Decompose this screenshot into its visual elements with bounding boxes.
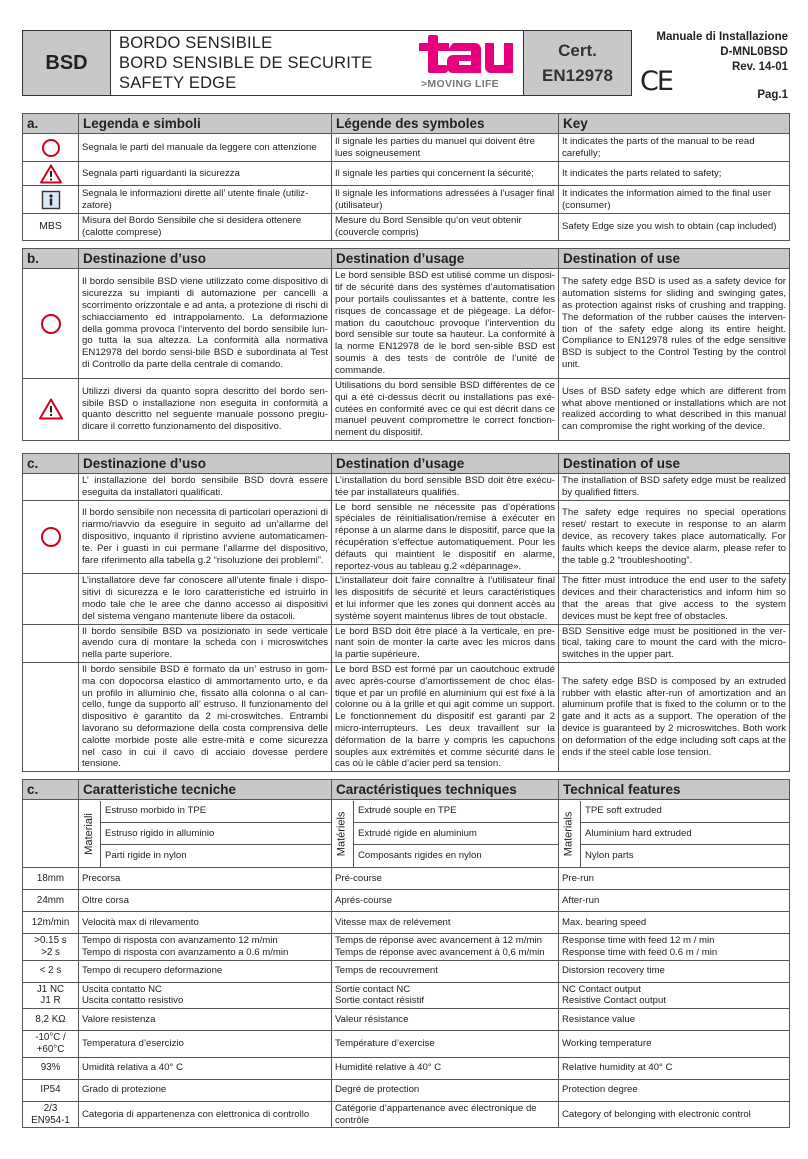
spec-desc-fr: Vitesse max de relévement [332,912,559,934]
title-en: SAFETY EDGE [119,74,237,92]
intended-use-header: b. Destinazione d’uso Destination d’usage Destination of use [23,249,790,269]
tech-rows [23,868,790,1128]
table-row [23,890,790,912]
spec-desc-fr: Température d’exercise [332,1031,559,1058]
spec-desc-en: Pre-run [559,868,790,890]
table-row: Segnala le parti del manuale da leggere con attenzione Il signale les parties du manuel qui doivent être lues soigneusement It indicates the parts of the manual to be read carefully; [23,134,790,162]
title-fr: BORD SENSIBLE DE SECURITE [119,54,373,72]
spec-desc-it: Precorsa [79,868,332,890]
spec-desc-fr: Pré-course [332,868,559,890]
circle-icon [23,500,79,574]
section-letter: a. [23,114,79,134]
col-fr: Légende des symboles [332,114,559,134]
warning-icon [23,379,79,441]
product-code: BSD [23,31,111,95]
revision: Rev. 14-01 [731,61,788,73]
col-en: Key [559,114,790,134]
spec-value: 18mm [23,868,79,890]
spec-desc-it: Umidità relativa a 40° C [79,1057,332,1079]
installation-table [22,453,790,772]
info-icon [23,186,79,214]
materials-row [23,800,790,868]
materials-fr: Matériels Extrudé souple en TPE Extrudé rigide en aluminium Composants rigides en nylon [332,800,559,868]
materials-it: Materiali Estruso morbido in TPE Estruso rigido in alluminio Parti rigide in nylon [79,800,332,868]
doc-code: D-MNL0BSD [720,46,788,58]
tau-logo [413,31,523,95]
spec-value: J1 NC J1 R [23,982,79,1009]
ce-mark-icon: CE [640,66,672,97]
table-row: L’ installazione del bordo sensibile BSD dovrà essere eseguita da installatori qualificati. L’installation du bord sensible BSD doit être exécu-tée par installateurs qualifiés. The installation of BSD safety edge must be realized by qualified fitters. [23,474,790,501]
spec-desc-fr: Catégorie d’appartenance avec électronique de contrôle [332,1101,559,1128]
spec-desc-fr: Sortie contact NC Sortie contact résistif [332,982,559,1009]
col-it: Legenda e simboli [79,114,332,134]
spec-value: -10°C / +60°C [23,1031,79,1058]
table-row: MBS Misura del Bordo Sensibile che si desidera ottenere (calotte comprese) Mesure du Bord Sensible qu’on veut obtenir (couvercle compris) Safety Edge size you wish to obtain (cap included) [23,214,790,241]
intended-use-table [22,248,790,441]
spec-desc-en: Protection degree [559,1079,790,1101]
spec-value: 2/3 EN954-1 [23,1101,79,1128]
technical-features-header: c. Caratteristiche tecniche Caractéristiques techniques Technical features [23,780,790,800]
legend-header [23,114,790,134]
spec-value: 24mm [23,890,79,912]
table-row [23,1031,790,1058]
product-titles [111,31,413,95]
title-it: BORDO SENSIBILE [119,34,273,52]
spec-desc-en: Distorsion recovery time [559,960,790,982]
spec-desc-en: Category of belonging with electronic control [559,1101,790,1128]
table-row [23,934,790,961]
table-row: Utilizzi diversi da quanto sopra descritto del bordo sen-sibile BSD o installazione non eseguita in conformità a quanto descritto nel seguente manuale possono pregiu-dicare il corretto funzionamento del dispositivo. Utilisations du bord sensible BSD différentes de ce qui a été ci-dessus décrit ou installations pas exé-cutées en conformité avec ce qui est décrit dans ce manuel peuvent compromettre le correct fonction-nement du dispositif. Uses of BSD safety edge which are different from what above mentioned or installations which are not realized according to what described in this manual can compromise the right working of the device. [23,379,790,441]
spec-desc-it: Valore resistenza [79,1009,332,1031]
spec-value: < 2 s [23,960,79,982]
spec-desc-fr: Humidité relative à 40° C [332,1057,559,1079]
table-row [23,1009,790,1031]
technical-features-table [22,779,790,1128]
spec-desc-fr: Degré de protection [332,1079,559,1101]
spec-desc-en: After-run [559,890,790,912]
spec-desc-it: Oltre corsa [79,890,332,912]
spec-desc-en: NC Contact output Resistive Contact output [559,982,790,1009]
circle-icon [23,269,79,379]
spec-desc-it: Tempo di risposta con avanzamento 12 m/min Tempo di risposta con avanzamento a 0.6 m/min [79,934,332,961]
spec-desc-it: Velocità max di rilevamento [79,912,332,934]
spec-desc-it: Tempo di recupero deformazione [79,960,332,982]
table-row [23,868,790,890]
table-row [23,960,790,982]
materials-en: Materials TPE soft extruded Aluminium hard extruded Nylon parts [559,800,790,868]
legend-table [22,113,790,241]
spec-desc-it: Uscita contatto NC Uscita contatto resistivo [79,982,332,1009]
manual-title: Manuale di Installazione [656,31,788,43]
table-row [23,1101,790,1128]
spec-value: 93% [23,1057,79,1079]
spec-desc-it: Grado di protezione [79,1079,332,1101]
certification [523,31,631,95]
page-number: Pag.1 [757,89,788,101]
warning-icon [23,162,79,186]
mbs-label: MBS [23,214,79,241]
spec-desc-en: Max. bearing speed [559,912,790,934]
table-row: Il bordo sensibile BSD viene utilizzato come dispositivo di sicurezza su impianti di automazione per cancelli a scorrimento orizzontale e ad anta, a protezione di rischi di schiacciamento ed intrappolamento. La deformazione della gomma provoca l’intervento del bordo sensibile lun-go tutta la sua altezza. La conformità alla normativa EN12978 del bordo sensi-bile BSD è subordinata al Test di Controllo da parte della centrale di comando. Le bord sensible BSD est utilisé comme un disposi-tif de sécurité dans des systèmes d’automatisation pour portails coulissantes et à battente, contre les risques de concassage et de piégeage. La défor-mation du caoutchouc provoque l’intervention du bord sensible sur toute sa hauteur. La conformité à la norme EN12978 de le bord sen-sible BSD est soumis à des tests de contrôle de l’unité de commande. The safety edge BSD is used as a safety device for automation sistems for sliding and swinging gates, as protection against risks of crushing and trapping. The deformation of the rubber causes the interven-tion of the safety edge along its entire height. Compliance to EN12978 rules of the edge sensitive BSD is subject to the Control Testing by the control unit. [23,269,790,379]
spec-value: IP54 [23,1079,79,1101]
circle-icon [23,134,79,162]
cert-standard: EN12978 [542,66,613,85]
spec-desc-fr: Valeur résistance [332,1009,559,1031]
spec-desc-fr: Aprés-course [332,890,559,912]
tau-logo-icon [417,33,515,77]
table-row: Segnala le informazioni dirette all’ utente finale (utiliz-zatore) Il signale les informations adressées à l’usager final (utilisateur) It indicates the information aimed to the final user (consumer) [23,186,790,214]
logo-tagline: >MOVING LIFE [421,78,499,90]
table-row [23,982,790,1009]
spec-desc-en: Working temperature [559,1031,790,1058]
table-row: Il bordo sensibile BSD va posizionato in sede verticale avendo cura di montare la scheda con i microswitches nella parte superiore. Le bord BSD doit être placé à la verticale, en pre-nant soin de monter la carte avec les micros dans la partie supérieure. BSD Sensitive edge must be positioned in the ver-tical, taking care to mount the card with the micro-switches in the upper part. [23,624,790,662]
spec-desc-fr: Temps de recouvrement [332,960,559,982]
installation-header: c. Destinazione d’uso Destination d’usage Destination of use [23,454,790,474]
table-row: Il bordo sensibile non necessita di particolari operazioni di riarmo/riavvio da eseguire in seguito ad un’allarme del dispositivo, inquanto il ripristino avviene automaticamen-te. Per i guasti in cui permane l’allarme del dispositivo, fare riferimento alla tabella g.2 “risoluzione dei problemi”. Le bord sensible ne nécessite pas d’opérations spéciales de réinitialisation/remise à exécuter en réponse à un alarme dans le dispositif, parce que la récupération s’effectue automatiquement. Pour les défauts qui maintient le dispositif en alarme, reportez-vous au tableau g.2 «dépannage». The safety edge requires no special operations reset/ restart to execute in response to an alarm device, as recovery takes place automatically. For faults which keeps the device alarm, please refer to the table g.2 “troubleshooting”. [23,500,790,574]
document-header [22,30,632,96]
spec-desc-fr: Temps de réponse avec avancement à 12 m/min Temps de réponse avec avancement à 0,6 m/min [332,934,559,961]
spec-value: >0.15 s >2 s [23,934,79,961]
spec-value: 8,2 KΩ [23,1009,79,1031]
table-row: Il bordo sensibile BSD è formato da un’ estruso in gom-ma con dopocorsa elastico di ammortamento urto, e da un profilo in alluminio che, fissato alla colonna o al can-cello, funge da supporto all’ estruso. Il funzionamento del dispositivo è garantito da 2 mi-croswitches. Entrambi lavorano su deformazione della costa comprensiva delle calotte morbide poste alle estre-mità e come sicurezza nel caso in cui il cavo di acciaio dovesse perdere tensione. Le bord BSD est formé par un caoutchouc extrudé avec après-course d’amortissement de choc élas-tique et par un profilé en aluminium qui est fixé à la colonne ou à la grille et qui agit comme un support. Le fonctionnement du dispositif est garanti par 2 micro-interrupteurs. Les deux travaillent sur la déformation de la barre y compris les capuchons souples aux extrémités et comme sécurité dans le cas où le câble d’acier perd sa tension. The safety edge BSD is composed by an extruded rubber with elastic after-run of amortization and an aluminum profile that is fixed to the column or to the gate and it acts as a support. The operation of the device is guaranteed by 2 microswitches. Both work on deformation of the edge including soft caps at the ends if the steel cable lose tension. [23,662,790,771]
spec-desc-en: Resistance value [559,1009,790,1031]
spec-value: 12m/min [23,912,79,934]
spec-desc-it: Temperatura d’esercizio [79,1031,332,1058]
spec-desc-en: Response time with feed 12 m / min Response time with feed 0.6 m / min [559,934,790,961]
table-row [23,1079,790,1101]
table-row [23,1057,790,1079]
table-row: L’installatore deve far conoscere all’utente finale i dispo-sitivi di sicurezza e le loro caratteristiche ed istruirlo in modo tale che le aree che danno accesso ai dispositivi del sistema vengano mantenute libere da ostacoli. L’installateur doit faire connaître à l’utilisateur final les dispositifs de sécurité et leurs caractéristiques et lui informer que les zones qui donnent accès au système soyent maintenus libres de tout obstacle. The fitter must introduce the end user to the safety devices and their characteristics and inform him so that the areas that give access to the system devices must be kept free of obstacles. [23,574,790,624]
spec-desc-en: Relative humidity at 40° C [559,1057,790,1079]
spec-desc-it: Categoria di appartenenza con elettronica di controllo [79,1101,332,1128]
table-row: Segnala parti riguardanti la sicurezza Il signale les parties qui concernent la sécurité; It indicates the parts related to safety; [23,162,790,186]
cert-label: Cert. [558,41,597,60]
table-row [23,912,790,934]
